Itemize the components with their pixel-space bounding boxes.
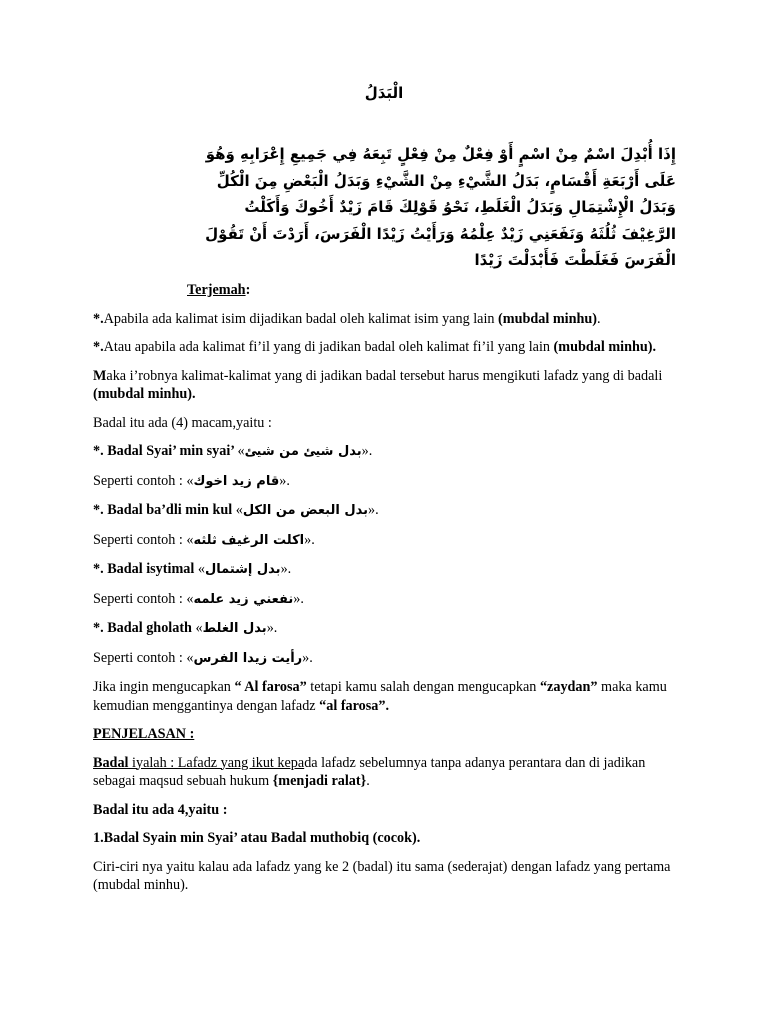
paragraph: *.Apabila ada kalimat isim dijadikan badal oleh kalimat isim yang lain (mubdal minhu). [93,310,601,327]
terjemah-heading: Terjemah: [187,282,251,298]
page-title: الْبَدَلُ [364,84,404,102]
badal-type-item: *. Badal gholath «بدل الغلط». [93,620,278,636]
example-item: Seperti contoh : «قام زيد اخوك». [93,472,290,489]
section-heading: PENJELASAN : [93,726,195,742]
arabic-line: الرَّغِيْفَ ثُلُثَهُ وَنَفَعَنِي زَيْدٌ عِلْمُهُ وَرَأَيْتُ زَيْدًا الْفَرَسَ، أَرَدْتَ أَنْ تَقُوْلَ [205,224,676,243]
arabic-line: إِذَا أُبْدِلَ اسْمٌ مِنْ اسْمٍ أَوْ فِعْلٌ مِنْ فِعْلٍ تَبِعَهُ فِي جَمِيعِ إِعْرَابِهِ وَهُوَ [205,145,676,163]
arabic-line: عَلَى أَرْبَعَةِ أَقْسَامٍ، بَدَلُ الشَّيْءِ مِنْ الشَّيْءِ وَبَدَلُ الْبَعْضِ مِنَ الْكُلِّ [216,171,676,190]
paragraph: 1.Badal Syain min Syai’ atau Badal muthobiq (cocok). [93,830,421,846]
paragraph: Maka i’robnya kalimat-kalimat yang di jadikan badal tersebut harus mengikuti lafadz yang di badali (mubdal minhu). [93,367,663,402]
arabic-line: الْفَرَسَ فَغَلَطْتَ فَأَبْدَلْتَ زَيْدًا [474,251,676,269]
badal-type-item: *. Badal isytimal «بدل إشتمال». [93,561,292,577]
paragraph: Jika ingin mengucapkan “ Al farosa” tetapi kamu salah dengan mengucapkan “zaydan” maka kamu kemudian menggantinya dengan lafadz “al farosa”. [93,679,667,714]
paragraph: Badal itu ada (4) macam,yaitu : [93,414,272,431]
badal-type-item: *. Badal ba’dli min kul «بدل البعض من الكل». [93,502,379,518]
document-body [93,281,683,905]
paragraph: Ciri-ciri nya yaitu kalau ada lafadz yang ke 2 (badal) itu sama (sederajat) dengan lafadz yang pertama (mubdal minhu). [93,858,671,893]
example-item: Seperti contoh : «رأيت زيدا الفرس». [93,649,313,666]
example-item: Seperti contoh : «نفعني زيد علمه». [93,590,304,607]
arabic-paragraph [190,141,676,274]
arabic-line: وَبَدَلُ الْإِشْتِمَالِ وَبَدَلُ الْغَلَطِ، نَحْوُ قَوْلِكَ قَامَ زَيْدٌ أَخُوكَ وَأَكَلْتُ [244,198,676,216]
paragraph: *.Atau apabila ada kalimat fi’il yang di jadikan badal oleh kalimat fi’il yang lain (mubdal minhu). [93,339,657,355]
example-item: Seperti contoh : «اكلت الرغيف ثلثه». [93,531,315,548]
paragraph: Badal iyalah : Lafadz yang ikut kepada lafadz sebelumnya tanpa adanya perantara dan di jadikan sebagai maqsud sebuah hukum {menjadi ralat}. [93,754,646,789]
paragraph: Badal itu ada 4,yaitu : [93,801,228,818]
badal-type-item: *. Badal Syai’ min syai’ «بدل شيئ من شيئ». [93,443,373,459]
